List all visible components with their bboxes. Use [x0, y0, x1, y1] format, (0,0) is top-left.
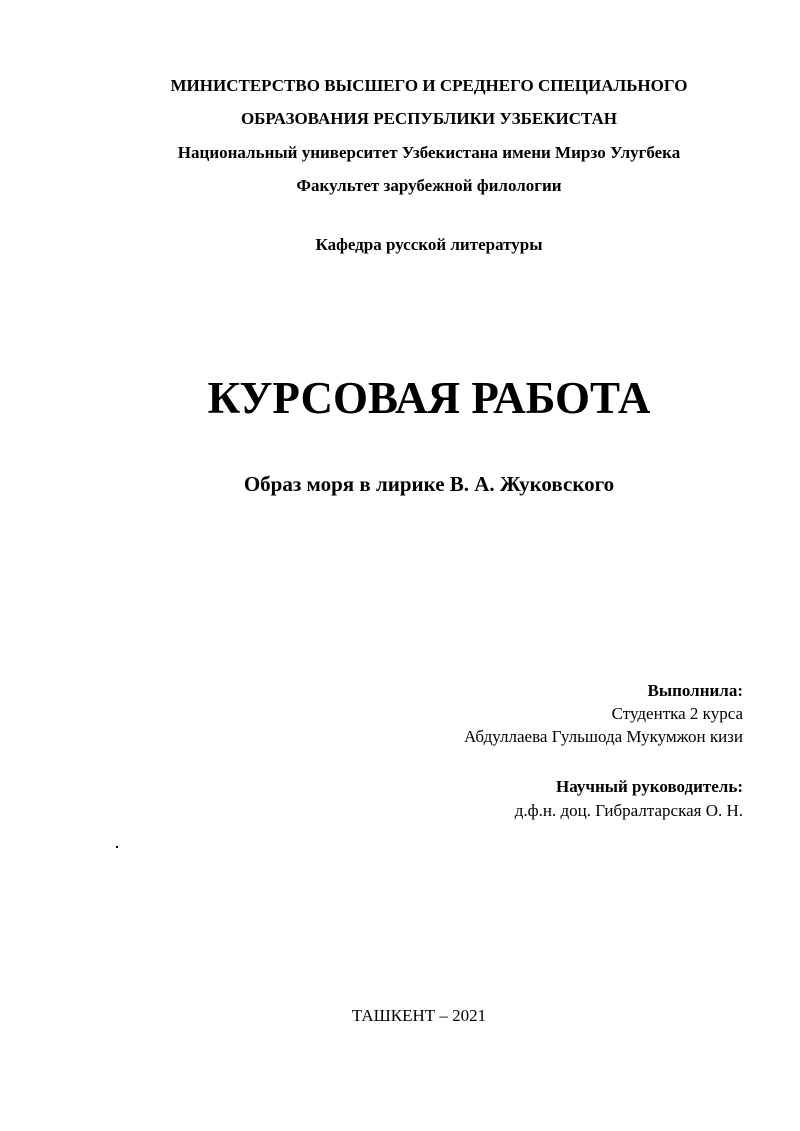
document-subtitle: Образ моря в лирике В. А. Жуковского: [243, 472, 615, 496]
author-label: Выполнила:: [647, 681, 743, 700]
document-title: КУРСОВАЯ РАБОТА: [207, 373, 651, 423]
supervisor-name: д.ф.н. доц. Гибралтарская О. Н.: [514, 801, 743, 820]
faculty-name: Факультет зарубежной филологии: [296, 176, 562, 195]
ministry-line-1: МИНИСТЕРСТВО ВЫСШЕГО И СРЕДНЕГО СПЕЦИАЛЬНОГО: [170, 76, 688, 95]
author-status: Студентка 2 курса: [611, 704, 743, 723]
university-name: Национальный университет Узбекистана имени Мирзо Улугбека: [177, 143, 681, 162]
ministry-line-2: ОБРАЗОВАНИЯ РЕСПУБЛИКИ УЗБЕКИСТАН: [240, 109, 618, 128]
stray-dot: [116, 846, 118, 848]
department-name: Кафедра русской литературы: [315, 235, 543, 254]
footer-city-year: ТАШКЕНТ – 2021: [351, 1006, 487, 1025]
supervisor-label: Научный руководитель:: [556, 777, 743, 796]
author-name: Абдуллаева Гульшода Мукумжон кизи: [464, 727, 743, 746]
